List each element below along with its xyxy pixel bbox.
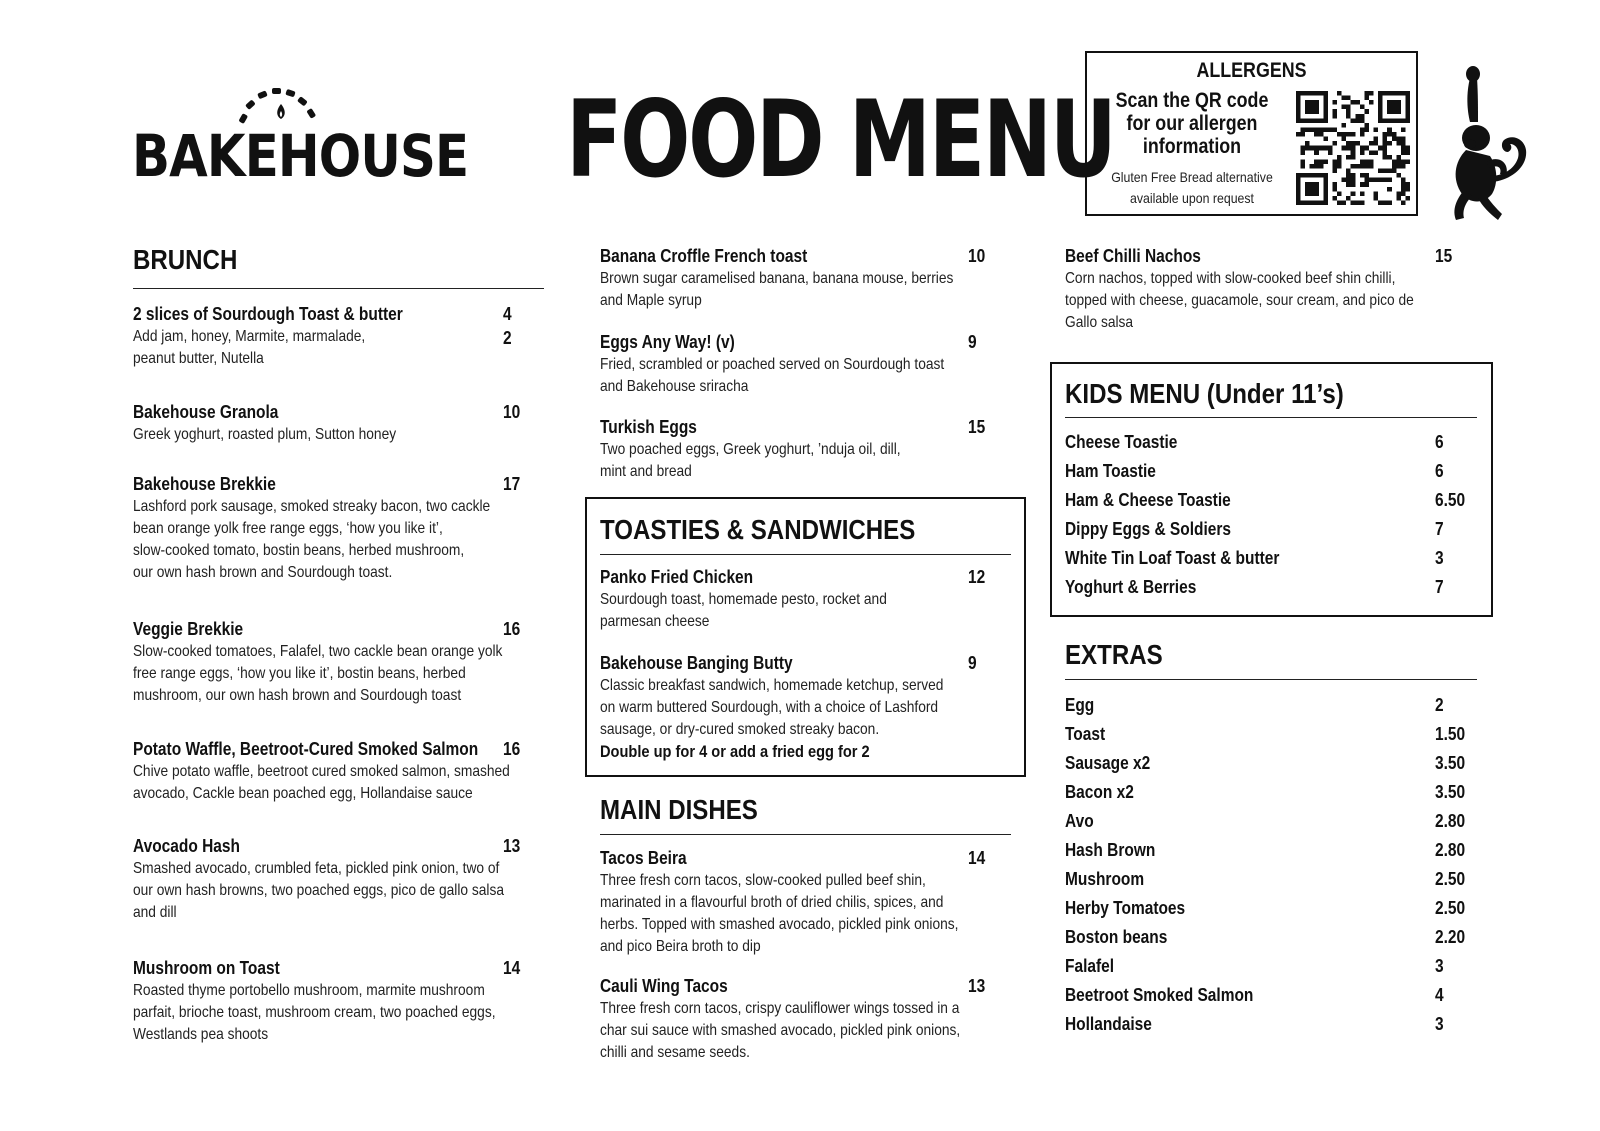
item-price: 14 bbox=[968, 848, 986, 868]
item-description: Fried, scrambled or poached served on Sourdough toast and Bakehouse sriracha bbox=[600, 356, 945, 395]
menu-item bbox=[133, 956, 523, 1046]
menu-item bbox=[1065, 244, 1465, 334]
list-item: Toast 1.50 bbox=[1065, 724, 1466, 744]
item-name: Potato Waffle, Beetroot-Cured Smoked Salmon bbox=[133, 739, 479, 759]
item-description: Roasted thyme portobello mushroom, marmite mushroom parfait, brioche toast, mushroom cream, two poached eggs, Westlands pea shoots bbox=[133, 982, 496, 1043]
item-name: Eggs Any Way! (v) bbox=[600, 332, 735, 352]
item-name: Cauli Wing Tacos bbox=[600, 976, 728, 996]
menu-item bbox=[133, 617, 523, 707]
list-item: Falafel 3 bbox=[1065, 956, 1444, 976]
page-title: FOOD MENU bbox=[566, 78, 1115, 201]
section-divider bbox=[600, 834, 1011, 835]
section-title-extras: EXTRAS bbox=[1065, 639, 1163, 670]
item-description: Corn nachos, topped with slow-cooked beef shin chilli, topped with cheese, guacamole, sour cream, and pico de Gallo salsa bbox=[1065, 270, 1414, 331]
item-price: 14 bbox=[503, 958, 521, 978]
menu-item bbox=[133, 834, 523, 924]
menu-item bbox=[600, 846, 1000, 958]
item-price: 15 bbox=[968, 417, 986, 437]
item-name: Bakehouse Granola bbox=[133, 402, 279, 422]
menu-item bbox=[600, 244, 990, 312]
item-name: 2 slices of Sourdough Toast & butter bbox=[133, 304, 403, 324]
section-title-brunch: BRUNCH bbox=[133, 244, 238, 275]
menu-item bbox=[600, 974, 1000, 1064]
list-item: Egg 2 bbox=[1065, 695, 1444, 715]
list-item: Ham Toastie 6 bbox=[1065, 461, 1444, 481]
item-price: 4 bbox=[503, 304, 512, 324]
item-price: 10 bbox=[968, 246, 986, 266]
item-name: Beef Chilli Nachos bbox=[1065, 246, 1201, 266]
item-description: Lashford pork sausage, smoked streaky bacon, two cackle bean orange yolk free range eggs, ‘how you like it’, slow-cooked tomato, bostin beans, herbed mushroom, our own hash brown and Sourdough toast. bbox=[133, 498, 491, 581]
section-title-kids: KIDS MENU (Under 11’s) bbox=[1065, 378, 1344, 409]
allergens-title: ALLERGENS bbox=[1196, 59, 1307, 82]
item-name: Tacos Beira bbox=[600, 848, 687, 868]
item-price: 13 bbox=[968, 976, 986, 996]
item-name: Turkish Eggs bbox=[600, 417, 697, 437]
menu-item bbox=[600, 565, 1000, 633]
item-description: Two poached eggs, Greek yoghurt, ’nduja oil, dill, mint and bread bbox=[600, 441, 901, 480]
allergens-scan-text: Scan the QR code for our allergen information bbox=[1115, 89, 1269, 158]
menu-item bbox=[600, 415, 990, 483]
item-price-addon: 2 bbox=[503, 328, 512, 348]
item-description: Classic breakfast sandwich, homemade ketchup, served on warm buttered Sourdough, with a choice of Lashford sausage, or dry-cured smoked streaky bacon. bbox=[600, 677, 944, 738]
brand-name: BAKEHOUSE bbox=[132, 122, 469, 190]
item-description: Add jam, honey, Marmite, marmalade, peanut butter, Nutella bbox=[133, 328, 366, 367]
item-description: Sourdough toast, homemade pesto, rocket and parmesan cheese bbox=[600, 591, 887, 630]
qr-code-icon[interactable] bbox=[1296, 91, 1410, 205]
list-item: Dippy Eggs & Soldiers 7 bbox=[1065, 519, 1444, 539]
kids-menu-list bbox=[1065, 428, 1477, 598]
item-name: Panko Fried Chicken bbox=[600, 567, 754, 587]
list-item: Hollandaise 3 bbox=[1065, 1014, 1444, 1034]
item-price: 15 bbox=[1435, 246, 1453, 266]
item-price: 16 bbox=[503, 619, 521, 639]
section-divider bbox=[133, 288, 544, 289]
section-divider bbox=[1065, 417, 1477, 418]
allergens-box bbox=[1085, 51, 1418, 216]
menu-item bbox=[600, 651, 1000, 763]
list-item: Herby Tomatoes 2.50 bbox=[1065, 898, 1466, 918]
list-item: Hash Brown 2.80 bbox=[1065, 840, 1466, 860]
item-price: 16 bbox=[503, 739, 521, 759]
section-divider bbox=[600, 554, 1011, 555]
section-title-mains: MAIN DISHES bbox=[600, 794, 758, 825]
list-item: Mushroom 2.50 bbox=[1065, 869, 1466, 889]
list-item: Ham & Cheese Toastie 6.50 bbox=[1065, 490, 1466, 510]
section-divider bbox=[1065, 679, 1477, 680]
item-price: 9 bbox=[968, 653, 977, 673]
menu-item bbox=[133, 302, 523, 370]
list-item: Bacon x2 3.50 bbox=[1065, 782, 1466, 802]
item-description: Smashed avocado, crumbled feta, pickled pink onion, two of our own hash browns, two poached eggs, pico de gallo salsa and dill bbox=[133, 860, 504, 921]
list-item: Beetroot Smoked Salmon 4 bbox=[1065, 985, 1444, 1005]
menu-item bbox=[133, 472, 523, 584]
menu-item bbox=[133, 737, 523, 805]
section-title-toasties: TOASTIES & SANDWICHES bbox=[600, 514, 916, 545]
item-price: 9 bbox=[968, 332, 977, 352]
item-upgrade-note: Double up for 4 or add a fried egg for 2 bbox=[600, 742, 870, 761]
item-description: Greek yoghurt, roasted plum, Sutton honey bbox=[133, 426, 397, 443]
item-price: 17 bbox=[503, 474, 521, 494]
item-description: Three fresh corn tacos, crispy cauliflower wings tossed in a char sui sauce with smashed avocado, pickled pink onions, chilli and sesame seeds. bbox=[600, 1000, 961, 1061]
item-name: Veggie Brekkie bbox=[133, 619, 244, 639]
list-item: White Tin Loaf Toast & butter 3 bbox=[1065, 548, 1444, 568]
item-price: 13 bbox=[503, 836, 521, 856]
menu-item bbox=[600, 330, 990, 398]
item-description: Brown sugar caramelised banana, banana mouse, berries and Maple syrup bbox=[600, 270, 954, 309]
item-name: Bakehouse Banging Butty bbox=[600, 653, 793, 673]
item-name: Bakehouse Brekkie bbox=[133, 474, 276, 494]
list-item: Avo 2.80 bbox=[1065, 811, 1466, 831]
item-description: Three fresh corn tacos, slow-cooked pulled beef shin, marinated in a flavourful broth of dried chilis, spices, and herbs. Topped with smashed avocado, pickled pink onions, and pico Beira broth to dip bbox=[600, 872, 959, 955]
bakehouse-logo bbox=[132, 80, 469, 190]
item-name: Banana Croffle French toast bbox=[600, 246, 808, 266]
item-price: 10 bbox=[503, 402, 521, 422]
gluten-free-note: Gluten Free Bread alternative available upon request bbox=[1111, 169, 1273, 206]
item-description: Slow-cooked tomatoes, Falafel, two cackle bean orange yolk free range eggs, ‘how you like it’, bostin beans, herbed mushroom, our own hash brown and Sourdough toast bbox=[133, 643, 503, 704]
item-price: 12 bbox=[968, 567, 986, 587]
list-item: Boston beans 2.20 bbox=[1065, 927, 1466, 947]
item-name: Avocado Hash bbox=[133, 836, 240, 856]
monkey-silhouette-icon bbox=[1440, 64, 1535, 226]
menu-item bbox=[133, 400, 523, 446]
list-item: Yoghurt & Berries 7 bbox=[1065, 577, 1444, 597]
item-name: Mushroom on Toast bbox=[133, 958, 280, 978]
list-item: Sausage x2 3.50 bbox=[1065, 753, 1466, 773]
list-item: Cheese Toastie 6 bbox=[1065, 432, 1444, 452]
extras-list bbox=[1065, 691, 1477, 1034]
item-description: Chive potato waffle, beetroot cured smoked salmon, smashed avocado, Cackle bean poached egg, Hollandaise sauce bbox=[133, 763, 510, 802]
